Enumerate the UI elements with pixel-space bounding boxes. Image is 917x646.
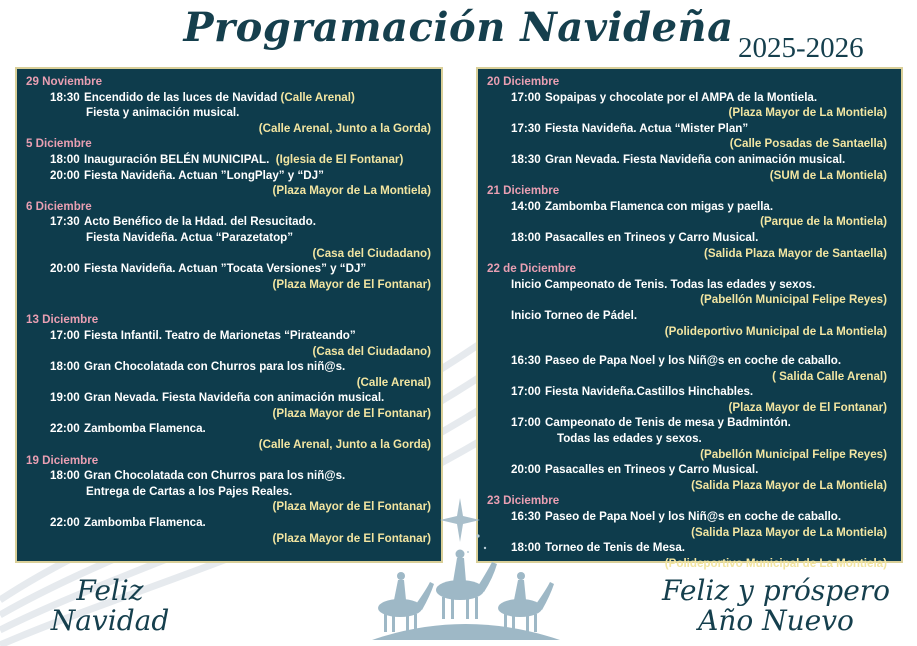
event-line — [26, 168, 431, 184]
event-line — [487, 199, 887, 215]
event-venue: (Plaza Mayor de El Fontanar) — [272, 531, 431, 545]
three-kings-illustration — [360, 490, 570, 646]
event-title: Fiesta Infantil. Teatro de Marionetas “Pirateando” — [84, 328, 356, 342]
day-heading: 29 Noviembre — [26, 75, 103, 88]
event-venue: (Plaza Mayor de La Montiela) — [728, 106, 887, 120]
event-title: Gran Chocolatada con Churros para los niñ@s. — [84, 360, 346, 374]
event-line — [487, 152, 887, 168]
event-venue: (Plaza Mayor de La Montiela) — [272, 184, 431, 198]
event-title: Pasacalles en Trineos y Carro Musical. — [545, 463, 759, 477]
event-venue: (Casa del Ciudadano) — [312, 246, 431, 260]
event-time: 22:00 — [50, 516, 80, 530]
event-line — [26, 261, 431, 277]
event-line — [26, 359, 431, 375]
event-venue: (Salida Plaza Mayor de La Montiela) — [691, 478, 887, 492]
event-time: 16:30 — [511, 510, 541, 524]
event-time: 17:30 — [50, 215, 80, 229]
event-venue: (Calle Arenal, Junto a la Gorda) — [258, 121, 431, 135]
event-title: Gran Chocolatada con Churros para los niñ@s. — [84, 469, 346, 483]
event-time: 18:00 — [511, 230, 541, 244]
event-line — [487, 121, 887, 137]
event-line — [26, 152, 431, 168]
event-time: 17:00 — [511, 385, 541, 399]
season-years: 2025-2026 — [738, 32, 864, 64]
greeting-line: Año Nuevo — [698, 604, 854, 637]
event-line — [487, 90, 887, 106]
event-venue: (Plaza Mayor de El Fontanar) — [728, 400, 887, 414]
greeting-line: Feliz — [76, 574, 144, 607]
camel-icon — [436, 550, 497, 620]
event-venue: (Parque de la Montiela) — [760, 215, 887, 229]
event-line — [26, 468, 431, 484]
schedule-panel-left — [15, 67, 443, 563]
event-time: 18:00 — [50, 469, 80, 483]
event-title: Campeonato de Tenis de mesa y Badmintón. — [545, 416, 791, 430]
event-line: Inicio Campeonato de Tenis. Todas las edades y sexos. — [511, 277, 816, 291]
event-line — [487, 462, 887, 478]
event-subline: Todas las edades y sexos. — [557, 432, 702, 446]
event-venue: (Calle Posadas de Santaella) — [729, 137, 887, 151]
event-venue: (Iglesia de El Fontanar) — [275, 152, 404, 166]
event-venue: (Pabellón Municipal Felipe Reyes) — [700, 293, 887, 307]
event-title: Inauguración BELÉN MUNICIPAL. — [84, 152, 270, 166]
event-title: Gran Nevada. Fiesta Navideña con animación musical. — [84, 391, 385, 405]
event-line — [26, 214, 431, 230]
event-title: Pasacalles en Trineos y Carro Musical. — [545, 230, 759, 244]
event-title: Sopaipas y chocolate por el AMPA de la Montiela. — [545, 90, 818, 104]
event-line — [487, 384, 887, 400]
event-line — [487, 353, 887, 369]
event-title: Zambomba Flamenca. — [84, 516, 206, 530]
event-subline: Entrega de Cartas a los Pajes Reales. — [86, 484, 293, 498]
event-line — [26, 328, 431, 344]
event-line — [26, 90, 431, 106]
event-time: 17:00 — [511, 90, 541, 104]
event-time: 17:00 — [511, 416, 541, 430]
event-line — [487, 415, 887, 431]
day-heading: 19 Diciembre — [26, 453, 99, 467]
event-venue: (Salida Plaza Mayor de Santaella) — [704, 246, 887, 260]
event-venue: (Salida Plaza Mayor de La Montiela) — [691, 525, 887, 539]
event-time: 18:00 — [511, 541, 541, 555]
event-time: 14:00 — [511, 199, 541, 213]
star-icon — [440, 498, 480, 542]
event-time: 18:30 — [511, 152, 541, 166]
day-heading: 5 Diciembre — [26, 137, 92, 151]
event-venue: (Calle Arenal) — [356, 375, 431, 389]
greeting-line: Feliz y próspero — [661, 574, 891, 607]
event-time: 19:00 — [50, 391, 80, 405]
event-title: Paseo de Papa Noel y los Niñ@s en coche de caballo. — [545, 354, 842, 368]
greeting-ano-nuevo — [640, 576, 912, 636]
event-time: 17:00 — [50, 328, 80, 342]
event-time: 22:00 — [50, 422, 80, 436]
event-title: Fiesta Navideña.Castillos Hinchables. — [545, 385, 754, 399]
event-line — [26, 421, 431, 437]
event-time: 17:30 — [511, 121, 541, 135]
hill-icon — [372, 624, 560, 640]
event-title: Fiesta Navideña. Actua “Mister Plan” — [545, 121, 749, 135]
event-title: Zambomba Flamenca con migas y paella. — [545, 199, 774, 213]
event-title: Encendido de las luces de Navidad — [84, 90, 278, 104]
event-venue: (Polideportivo Municipal de La Montiela) — [664, 324, 887, 338]
event-venue: (SUM de La Montiela) — [769, 168, 887, 182]
event-venue: (Plaza Mayor de El Fontanar) — [272, 500, 431, 514]
event-title: Torneo de Tenis de Mesa. — [545, 541, 686, 555]
greeting-feliz-navidad — [40, 576, 180, 636]
event-title: Gran Nevada. Fiesta Navideña con animación musical. — [545, 152, 846, 166]
event-venue: ( Salida Calle Arenal) — [772, 369, 887, 383]
day-heading: 21 Diciembre — [487, 184, 560, 198]
event-venue: (Plaza Mayor de El Fontanar) — [272, 406, 431, 420]
event-time: 20:00 — [50, 262, 80, 276]
greeting-line: Navidad — [50, 604, 170, 637]
schedule-panel-right — [476, 67, 903, 570]
event-title: Acto Benéfico de la Hdad. del Resucitado. — [84, 215, 316, 229]
event-time: 18:00 — [50, 152, 80, 166]
event-subline: Fiesta y animación musical. — [86, 106, 240, 120]
event-time: 20:00 — [511, 463, 541, 477]
day-heading: 13 Diciembre — [26, 313, 99, 327]
event-time: 18:00 — [50, 360, 80, 374]
event-venue: (Calle Arenal) — [280, 90, 355, 104]
event-venue: (Plaza Mayor de El Fontanar) — [272, 277, 431, 291]
event-venue: (Calle Arenal, Junto a la Gorda) — [258, 438, 431, 452]
event-venue: (Pabellón Municipal Felipe Reyes) — [700, 447, 887, 461]
camel-icon — [378, 572, 434, 632]
event-venue: (Polideportivo Municipal de La Montiela) — [664, 556, 887, 570]
event-line: Inicio Torneo de Pádel. — [511, 308, 638, 322]
event-title: Zambomba Flamenca. — [84, 422, 206, 436]
day-heading: 6 Diciembre — [26, 199, 92, 213]
event-title: Fiesta Navideña. Actuan ”LongPlay” y “DJ” — [84, 168, 324, 182]
event-title: Paseo de Papa Noel y los Niñ@s en coche de caballo. — [545, 510, 842, 524]
page-title: Programación Navideña — [183, 4, 734, 51]
camel-icon — [498, 572, 554, 632]
event-subline: Fiesta Navideña. Actua “Parazetatop” — [86, 230, 294, 244]
event-line — [26, 390, 431, 406]
day-heading: 23 Diciembre — [487, 494, 560, 508]
event-time: 20:00 — [50, 168, 80, 182]
day-heading: 22 de Diciembre — [487, 262, 576, 276]
event-title: Fiesta Navideña. Actuan ”Tocata Versiones” y “DJ” — [84, 262, 367, 276]
event-time: 18:30 — [50, 90, 80, 104]
event-venue: (Casa del Ciudadano) — [312, 344, 431, 358]
day-heading: 20 Diciembre — [487, 75, 560, 88]
event-line — [487, 230, 887, 246]
event-time: 16:30 — [511, 354, 541, 368]
